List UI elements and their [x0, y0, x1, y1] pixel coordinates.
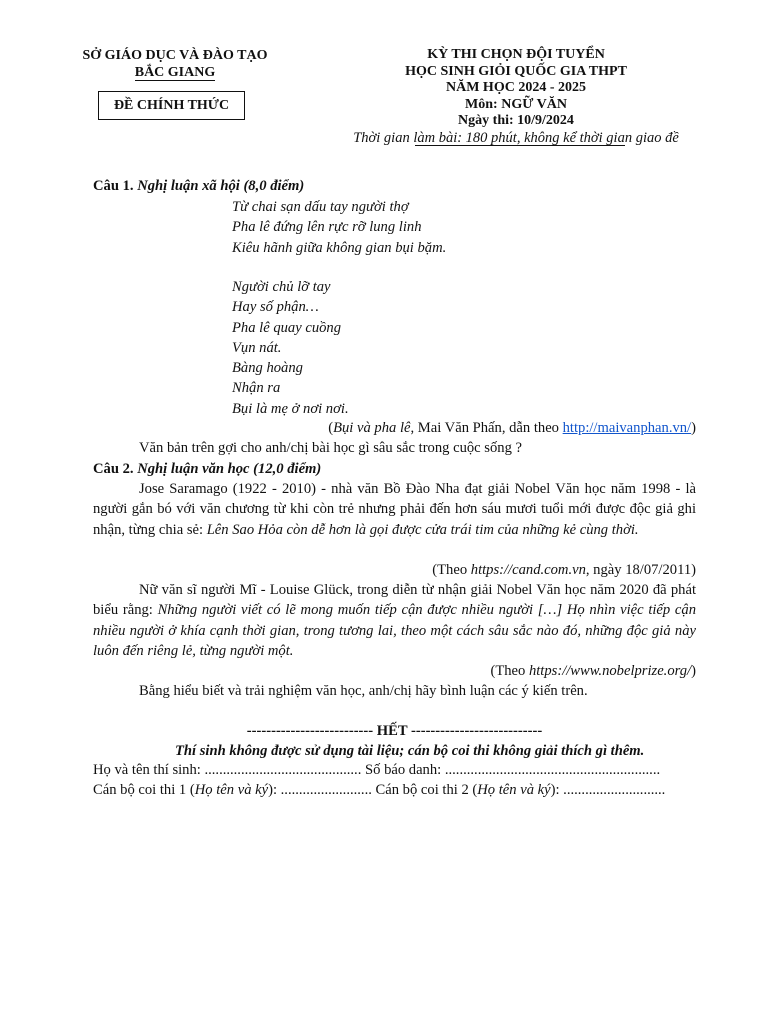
- department-header: [60, 47, 290, 81]
- question-2-label: Câu 2.: [93, 461, 134, 477]
- question-2-heading: [93, 459, 696, 479]
- candidate-info-line: Họ và tên thí sinh: ........................................... Số báo danh: ...........................................................: [93, 762, 661, 778]
- poem-line: Bụi là mẹ ở nơi nơi.: [232, 400, 349, 417]
- time-note: Thời gian làm bài: 180 phút, không kể thời gian giao đề: [353, 130, 679, 146]
- official-exam-badge: ĐỀ CHÍNH THỨC: [98, 91, 245, 120]
- poem-line: Người chủ lỡ tay: [232, 279, 331, 295]
- question-2-prompt: Bằng hiểu biết và trải nghiệm văn học, anh/chị hãy bình luận các ý kiến trên.: [139, 683, 588, 699]
- question-2-paragraph-1: Jose Saramago (1922 - 2010) - nhà văn Bồ Đào Nha đạt giải Nobel Văn học năm 1998 - là người gắn bó với văn chương từ khi còn trẻ nhưng phải đến hơn sáu mươi tuổi mới được độc giả ghi nhận, từng chia sẻ: Lên Sao Hỏa còn dễ hơn là gọi được cửa trái tim của những kẻ cùng thời.: [93, 481, 696, 538]
- source-citation-2: (Theo https://www.nobelprize.org/): [490, 663, 696, 679]
- question-2-paragraph-2: Nữ văn sĩ người Mĩ - Louise Glück, trong diễn từ nhận giải Nobel Văn học năm 2020 đã phát biểu rằng: Những người viết có lẽ mong muốn tiếp cận được nhiều người […] Họ nhìn việc tiếp cận nhiều người ở khía cạnh thời gian, trong tương lai, theo một cách sâu sắc nào đó, những độc giả này luôn đến riêng lẻ, từng người một.: [93, 582, 696, 659]
- exam-title: KỲ THI CHỌN ĐỘI TUYỂN: [427, 47, 605, 62]
- proctor-signature-line: Cán bộ coi thi 1 (Họ tên và ký): ......................... Cán bộ coi thi 2 (Họ tên và ký): ............................: [93, 782, 666, 798]
- poem-line: Vụn nát.: [232, 339, 282, 356]
- poem-stanza-1: [232, 197, 446, 258]
- exam-date: Ngày thi: 10/9/2024: [458, 113, 574, 129]
- poem-line: Từ chai sạn dấu tay người thợ: [232, 199, 409, 215]
- source-link[interactable]: http://maivanphan.vn/: [562, 420, 692, 436]
- question-1-prompt: Văn bản trên gợi cho anh/chị bài học gì sâu sắc trong cuộc sống ?: [139, 440, 522, 456]
- gluck-quote: Những người viết có lẽ mong muốn tiếp cận được nhiều người […] Họ nhìn việc tiếp cận nhiều người ở khía cạnh thời gian, trong tương lai, theo một cách sâu sắc nào đó, những độc giả này luôn đến riêng lẻ, từng người một.: [93, 602, 696, 659]
- school-year: NĂM HỌC 2024 - 2025: [446, 80, 586, 96]
- time-underline-divider: [415, 145, 625, 146]
- poem-line: Nhận ra: [232, 380, 281, 397]
- poem-line: Hay số phận…: [232, 299, 319, 316]
- question-1-heading: [93, 176, 696, 196]
- department-name: SỞ GIÁO DỤC VÀ ĐÀO TẠO: [82, 48, 268, 63]
- province-name: BẮC GIANG: [134, 65, 216, 80]
- saramago-quote: Lên Sao Hỏa còn dễ hơn là gọi được cửa trái tim của những kẻ cùng thời.: [206, 521, 639, 538]
- question-2-title: Nghị luận văn học (12,0 điểm): [137, 461, 322, 477]
- subject: Môn: NGỮ VĂN: [465, 96, 567, 112]
- poem-line: Bàng hoàng: [232, 360, 303, 377]
- poem-title: Bụi và pha lê: [333, 420, 411, 436]
- exam-notice: Thí sinh không được sử dụng tài liệu; cán bộ coi thi không giải thích gì thêm.: [175, 743, 645, 759]
- poem-line: Pha lê đứng lên rực rỡ lung linh: [232, 219, 422, 236]
- question-1-label: Câu 1.: [93, 178, 134, 194]
- poem-line: Pha lê quay cuồng: [232, 319, 342, 336]
- poem-line: Kiêu hãnh giữa không gian bụi bặm.: [232, 239, 447, 256]
- exam-subtitle: HỌC SINH GIỎI QUỐC GIA THPT: [405, 63, 627, 79]
- exam-header: [330, 47, 702, 130]
- question-1-title: Nghị luận xã hội (8,0 điểm): [137, 178, 305, 194]
- end-marker: -------------------------- HẾT ---------------------------: [246, 723, 543, 739]
- poem-stanza-2: [232, 277, 349, 419]
- poem-source: (Bụi và pha lê, Mai Văn Phấn, dẫn theo http://maivanphan.vn/): [328, 420, 696, 436]
- source-citation-1: (Theo https://cand.com.vn, ngày 18/07/2011): [432, 562, 696, 578]
